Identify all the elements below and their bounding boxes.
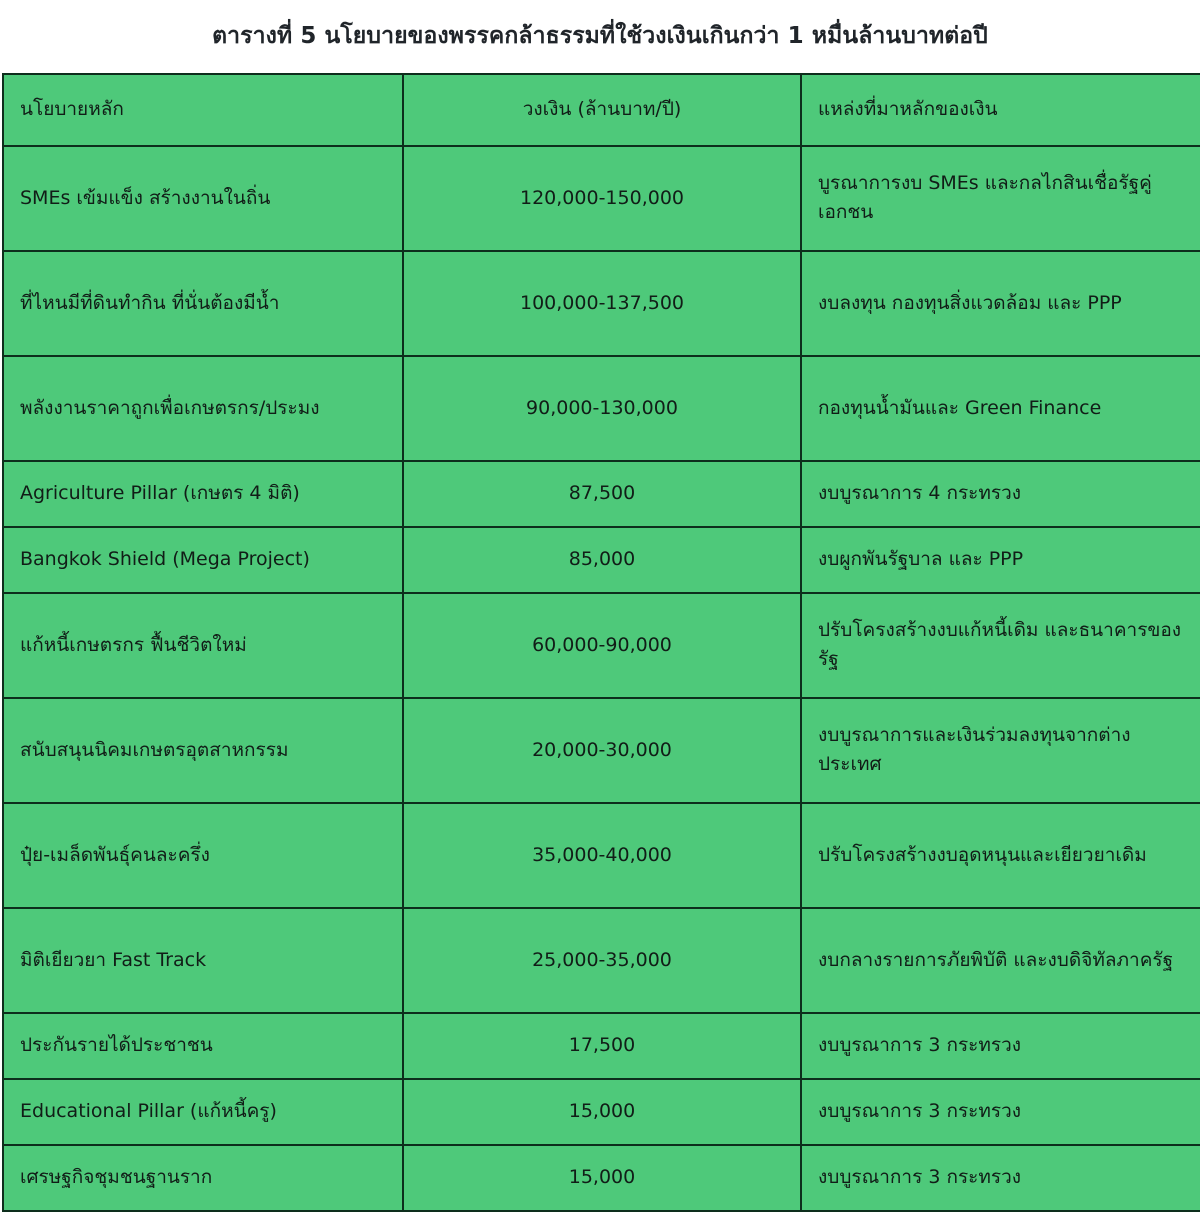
table-row [3,527,1200,593]
cell-source: ปรับโครงสร้างงบอุดหนุนและเยียวยาเดิม [801,803,1200,908]
cell-source: บูรณาการงบ SMEs และกลไกสินเชื่อรัฐคู่เอกชน [801,146,1200,251]
cell-budget: 25,000-35,000 [403,908,801,1013]
table-row [3,1145,1200,1211]
column-header-policy: นโยบายหลัก [3,74,403,146]
cell-policy: มิติเยียวยา Fast Track [3,908,403,1013]
table-row [3,461,1200,527]
table-row [3,1079,1200,1145]
cell-budget: 100,000-137,500 [403,251,801,356]
cell-budget: 87,500 [403,461,801,527]
cell-budget: 17,500 [403,1013,801,1079]
cell-source: งบลงทุน กองทุนสิ่งแวดล้อม และ PPP [801,251,1200,356]
cell-budget: 15,000 [403,1079,801,1145]
table-header-row [3,74,1200,146]
table-title: ตารางที่ 5 นโยบายของพรรคกล้าธรรมที่ใช้วงเงินเกินกว่า 1 หมื่นล้านบาทต่อปี [212,23,988,49]
cell-budget: 20,000-30,000 [403,698,801,803]
cell-source: งบบูรณาการและเงินร่วมลงทุนจากต่างประเทศ [801,698,1200,803]
cell-budget: 60,000-90,000 [403,593,801,698]
cell-policy: ประกันรายได้ประชาชน [3,1013,403,1079]
cell-policy: Agriculture Pillar (เกษตร 4 มิติ) [3,461,403,527]
cell-budget: 120,000-150,000 [403,146,801,251]
cell-budget: 90,000-130,000 [403,356,801,461]
cell-source: กองทุนน้ำมันและ Green Finance [801,356,1200,461]
cell-policy: Bangkok Shield (Mega Project) [3,527,403,593]
cell-source: งบบูรณาการ 3 กระทรวง [801,1013,1200,1079]
cell-source: ปรับโครงสร้างงบแก้หนี้เดิม และธนาคารของรัฐ [801,593,1200,698]
table-row [3,698,1200,803]
table-row [3,593,1200,698]
cell-source: งบบูรณาการ 4 กระทรวง [801,461,1200,527]
cell-policy: สนับสนุนนิคมเกษตรอุตสาหกรรม [3,698,403,803]
table-row [3,356,1200,461]
cell-source: งบกลางรายการภัยพิบัติ และงบดิจิทัลภาครัฐ [801,908,1200,1013]
table-container [0,73,1200,1212]
cell-policy: พลังงานราคาถูกเพื่อเกษตรกร/ประมง [3,356,403,461]
table-row [3,1013,1200,1079]
table-header [3,74,1200,146]
column-header-budget: วงเงิน (ล้านบาท/ปี) [403,74,801,146]
column-header-source: แหล่งที่มาหลักของเงิน [801,74,1200,146]
cell-budget: 85,000 [403,527,801,593]
cell-policy: แก้หนี้เกษตรกร ฟื้นชีวิตใหม่ [3,593,403,698]
table-body [3,146,1200,1211]
cell-source: งบบูรณาการ 3 กระทรวง [801,1145,1200,1211]
cell-policy: เศรษฐกิจชุมชนฐานราก [3,1145,403,1211]
cell-source: งบผูกพันรัฐบาล และ PPP [801,527,1200,593]
cell-policy: ที่ไหนมีที่ดินทำกิน ที่นั่นต้องมีน้ำ [3,251,403,356]
cell-policy: Educational Pillar (แก้หนี้ครู) [3,1079,403,1145]
policy-budget-table [2,73,1200,1212]
cell-budget: 35,000-40,000 [403,803,801,908]
cell-budget: 15,000 [403,1145,801,1211]
table-row [3,803,1200,908]
cell-source: งบบูรณาการ 3 กระทรวง [801,1079,1200,1145]
table-row [3,251,1200,356]
table-row [3,146,1200,251]
cell-policy: SMEs เข้มแข็ง สร้างงานในถิ่น [3,146,403,251]
table-row [3,908,1200,1013]
cell-policy: ปุ๋ย-เมล็ดพันธุ์คนละครึ่ง [3,803,403,908]
